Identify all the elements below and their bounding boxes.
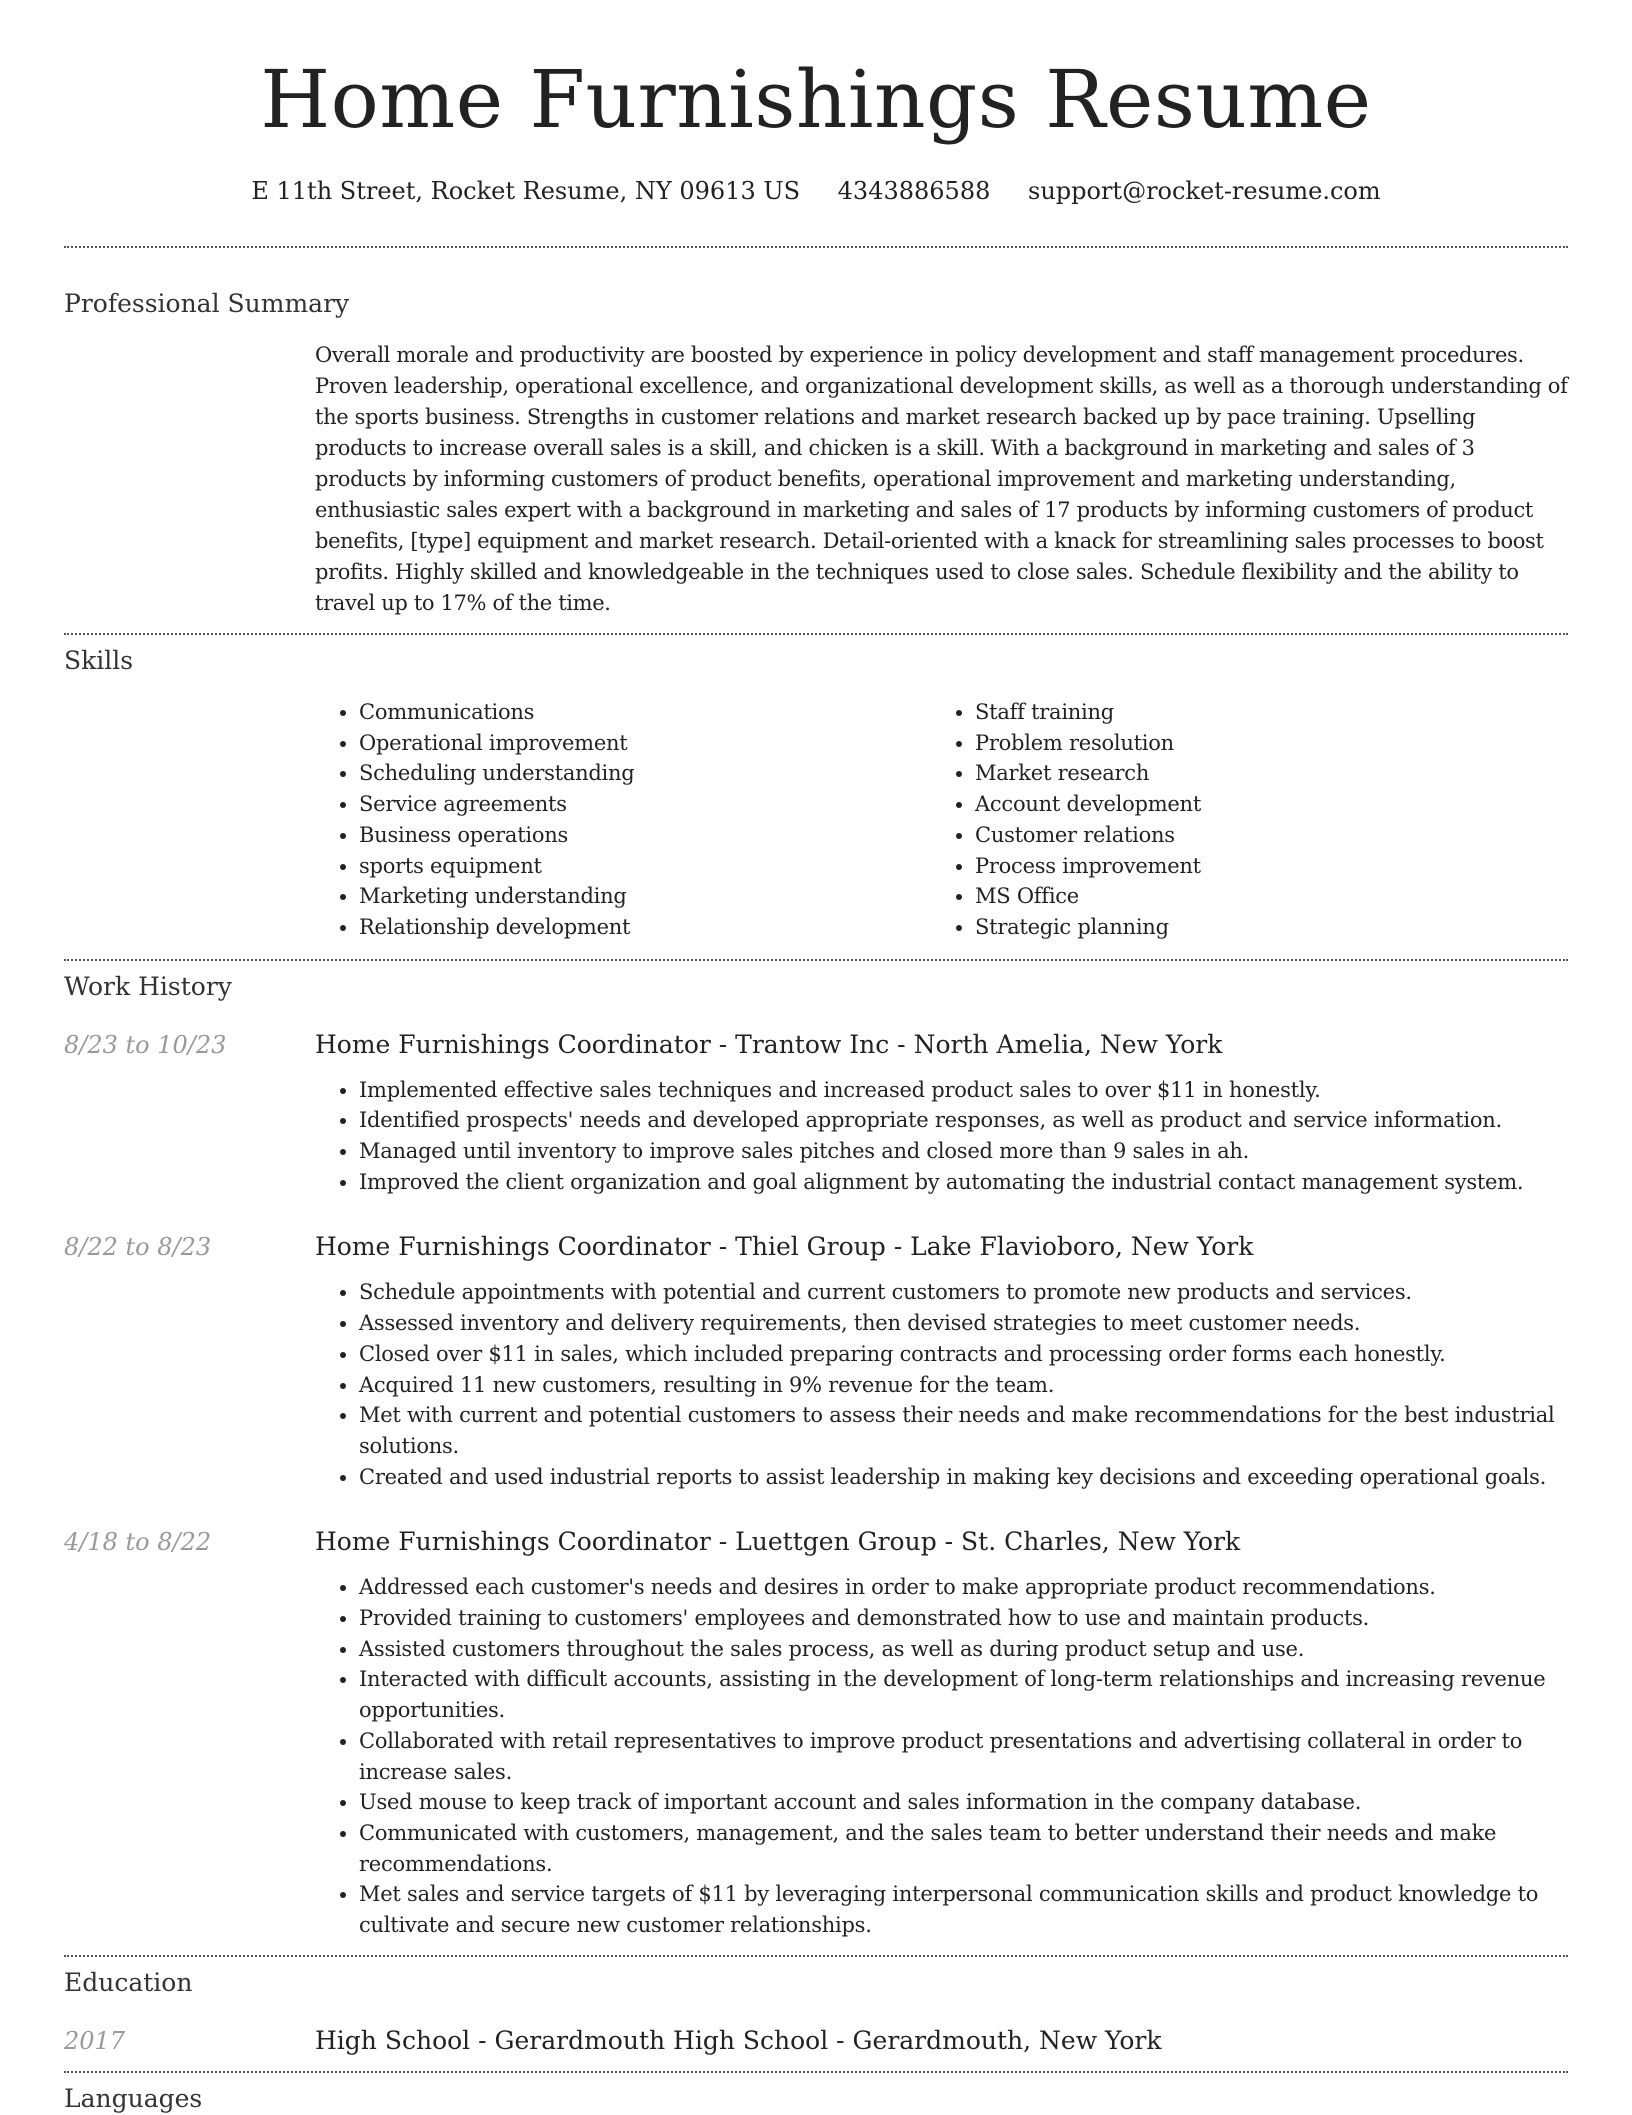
job-bullets [315, 1572, 1568, 1940]
section-title-education: Education [64, 1967, 193, 1997]
job-bullet: • Closed over $11 in sales, which included preparing contracts and processing order forms each honestly. [359, 1339, 1568, 1370]
education-title: High School - Gerardmouth High School - Gerardmouth, New York [315, 2025, 1162, 2055]
skill-item: • Staff training [975, 697, 1547, 728]
job-title: Home Furnishings Coordinator - Luettgen Group - St. Charles, New York [315, 1527, 1241, 1557]
job-bullet: • Implemented effective sales techniques and increased product sales to over $11 in honestly. [359, 1075, 1568, 1106]
skill-item: • Strategic planning [975, 912, 1547, 943]
job-bullet: • Assisted customers throughout the sales process, as well as during product setup and use. [359, 1634, 1568, 1665]
skill-item: • Operational improvement [359, 728, 931, 759]
skill-item: • Business operations [359, 820, 931, 851]
skill-item: • Scheduling understanding [359, 758, 931, 789]
skill-item: • Process improvement [975, 851, 1547, 882]
languages-section [0, 2073, 1632, 2115]
job-bullet: • Identified prospects' needs and developed appropriate responses, as well as product and service information. [359, 1105, 1568, 1136]
job-title: Home Furnishings Coordinator - Thiel Group - Lake Flavioboro, New York [315, 1232, 1254, 1262]
skill-item: • Communications [359, 697, 931, 728]
job-date: 8/23 to 10/23 [64, 1030, 227, 1059]
job-date: 4/18 to 8/22 [64, 1528, 212, 1557]
contact-line [0, 176, 1632, 206]
skills-column-left [315, 697, 931, 943]
contact-phone: 4343886588 [837, 177, 991, 205]
skills-section [0, 635, 1632, 943]
professional-summary-section [0, 248, 1632, 619]
resume-header [0, 0, 1632, 206]
job-bullet: • Created and used industrial reports to assist leadership in making key decisions and exceeding operational goals. [359, 1462, 1568, 1493]
job-entry [64, 1231, 1568, 1492]
job-bullet: • Met sales and service targets of $11 by leveraging interpersonal communication skills and product knowledge to cultivate and secure new customer relationships. [359, 1879, 1568, 1940]
skill-item: • MS Office [975, 881, 1547, 912]
job-details [315, 1231, 1568, 1492]
summary-text: Overall morale and productivity are boosted by experience in policy development and staff management procedures. Proven leadership, operational excellence, and organizational development skills, as well as a thorough understanding of the sports business. Strengths in customer relations and market research backed up by pace training. Upselling products to increase overall sales is a skill, and chicken is a skill. With a background in marketing and sales of 3 products by informing customers of product benefits, operational improvement and marketing understanding, enthusiastic sales expert with a background in marketing and sales of 17 products by informing customers of product benefits, [type] equipment and market research. Detail-oriented with a knack for streamlining sales processes to boost profits. Highly skilled and knowledgeable in the techniques used to close sales. Schedule flexibility and the ability to travel up to 17% of the time. [315, 343, 1568, 615]
education-details [315, 2025, 1568, 2057]
job-bullet: • Addressed each customer's needs and desires in order to make appropriate product recommendations. [359, 1572, 1568, 1603]
section-title-languages: Languages [64, 2083, 203, 2113]
job-bullet: • Used mouse to keep track of important account and sales information in the company database. [359, 1787, 1568, 1818]
job-details [315, 1029, 1568, 1198]
skills-column-right [931, 697, 1547, 943]
skill-item: • Customer relations [975, 820, 1547, 851]
job-entry [64, 1526, 1568, 1940]
job-details [315, 1526, 1568, 1940]
job-bullet: • Met with current and potential customers to assess their needs and make recommendations for the best industrial solutions. [359, 1400, 1568, 1461]
job-bullet: • Managed until inventory to improve sales pitches and closed more than 9 sales in ah. [359, 1136, 1568, 1167]
section-title-work-history: Work History [64, 971, 232, 1001]
skill-item: • Problem resolution [975, 728, 1547, 759]
education-date: 2017 [64, 2026, 126, 2055]
job-bullet: • Interacted with difficult accounts, assisting in the development of long-term relationships and increasing revenue opportunities. [359, 1664, 1568, 1725]
education-entry [64, 2025, 1568, 2057]
resume-title: Home Furnishings Resume [260, 53, 1372, 146]
job-bullet: • Communicated with customers, management, and the sales team to better understand their needs and make recommendations. [359, 1818, 1568, 1879]
education-section [0, 1957, 1632, 2057]
section-title-skills: Skills [64, 646, 134, 675]
summary-content [315, 340, 1568, 619]
skill-item: • Service agreements [359, 789, 931, 820]
contact-email: support@rocket-resume.com [1028, 177, 1381, 205]
job-bullets [315, 1075, 1568, 1198]
job-bullet: • Assessed inventory and delivery requirements, then devised strategies to meet customer needs. [359, 1308, 1568, 1339]
skill-item: • sports equipment [359, 851, 931, 882]
contact-address: E 11th Street, Rocket Resume, NY 09613 US [251, 177, 801, 205]
skill-item: • Account development [975, 789, 1547, 820]
work-history-section [0, 961, 1632, 1941]
job-entry [64, 1029, 1568, 1198]
job-bullet: • Acquired 11 new customers, resulting in 9% revenue for the team. [359, 1370, 1568, 1401]
skill-item: • Market research [975, 758, 1547, 789]
section-title-summary: Professional Summary [64, 289, 350, 318]
skill-item: • Marketing understanding [359, 881, 931, 912]
job-date: 8/22 to 8/23 [64, 1233, 212, 1262]
job-bullet: • Provided training to customers' employees and demonstrated how to use and maintain products. [359, 1603, 1568, 1634]
job-title: Home Furnishings Coordinator - Trantow Inc - North Amelia, New York [315, 1029, 1223, 1059]
skill-item: • Relationship development [359, 912, 931, 943]
skills-list [315, 697, 1568, 943]
job-bullet: • Collaborated with retail representatives to improve product presentations and advertising collateral in order to increase sales. [359, 1726, 1568, 1787]
job-bullet: • Schedule appointments with potential and current customers to promote new products and services. [359, 1277, 1568, 1308]
job-bullets [315, 1277, 1568, 1492]
job-bullet: • Improved the client organization and goal alignment by automating the industrial contact management system. [359, 1167, 1568, 1198]
